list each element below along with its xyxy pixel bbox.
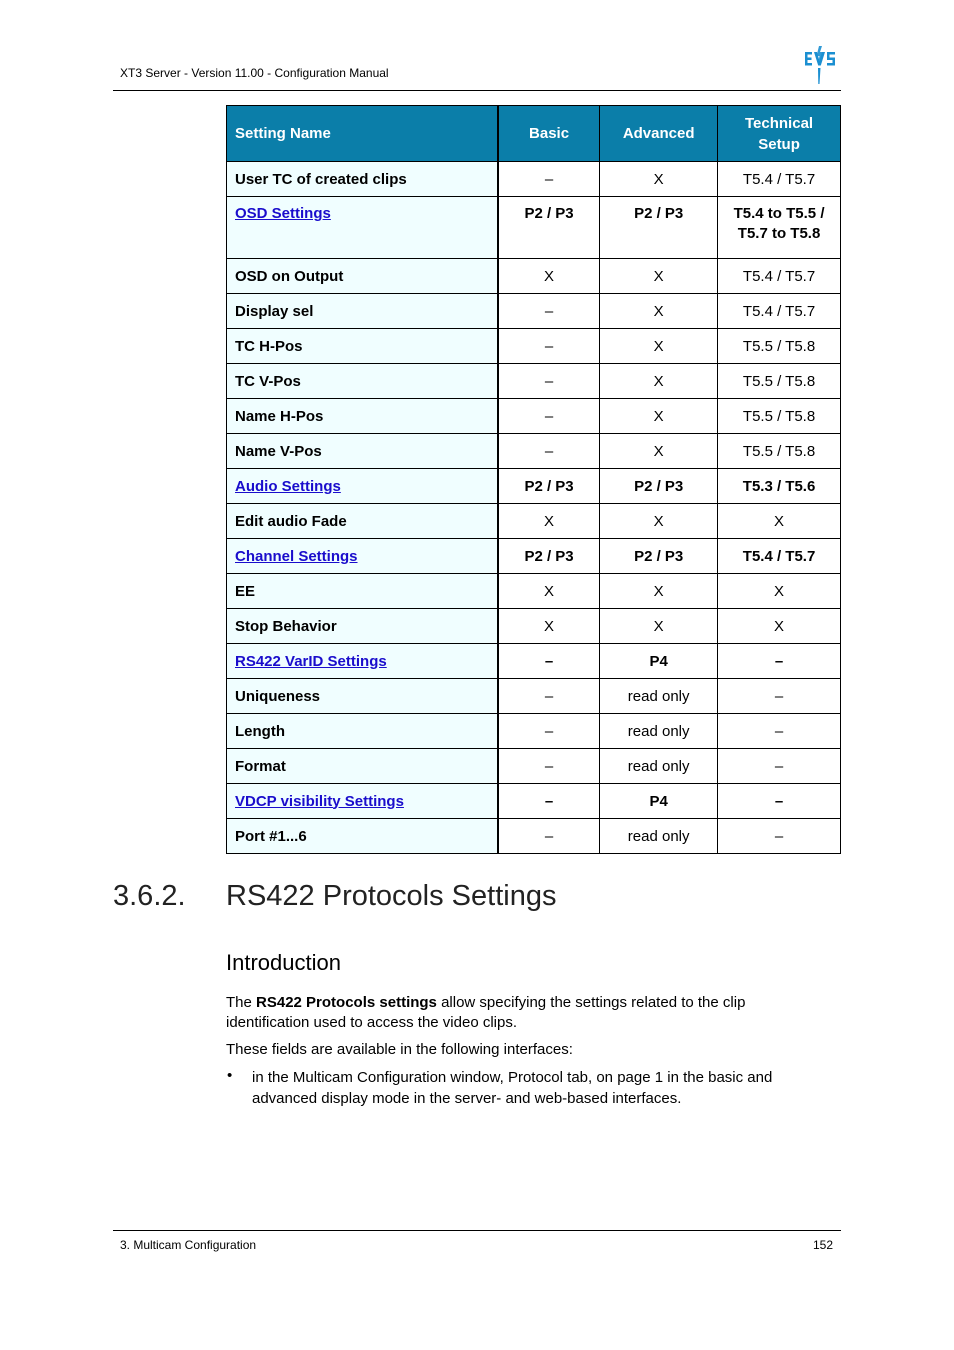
table-row — [227, 644, 841, 679]
setting-name-cell[interactable] — [227, 644, 498, 679]
document-title: XT3 Server - Version 11.00 - Configuration Manual — [120, 66, 389, 80]
setting-section-link[interactable]: RS422 VarID Settings — [235, 652, 387, 670]
advanced-cell: read only — [600, 819, 718, 854]
setting-name-cell — [227, 434, 498, 469]
setting-name-cell — [227, 714, 498, 749]
setting-name-cell — [227, 749, 498, 784]
setting-name-cell[interactable] — [227, 539, 498, 574]
introduction-heading: Introduction — [226, 950, 341, 975]
table-header-row — [227, 106, 841, 162]
setting-section-link[interactable]: OSD Settings — [235, 205, 331, 222]
technical-setup-cell: T5.4 to T5.5 / T5.7 to T5.8 — [718, 197, 841, 259]
setting-name-text: Length — [235, 722, 285, 740]
section-number: 3.6.2. — [113, 880, 186, 912]
advanced-cell: P2 / P3 — [600, 469, 718, 504]
table-row — [227, 162, 841, 197]
setting-name-cell — [227, 609, 498, 644]
technical-setup-cell: T5.4 / T5.7 — [718, 294, 841, 329]
technical-setup-cell: – — [718, 714, 841, 749]
basic-cell: – — [498, 819, 600, 854]
setting-section-link[interactable]: Audio Settings — [235, 477, 341, 495]
setting-name-text: Display sel — [235, 302, 314, 320]
technical-setup-cell: T5.5 / T5.8 — [718, 434, 841, 469]
advanced-cell: read only — [600, 714, 718, 749]
setting-name-cell — [227, 679, 498, 714]
basic-cell: P2 / P3 — [498, 197, 600, 259]
setting-name-text: EE — [235, 582, 256, 600]
basic-cell: – — [498, 162, 600, 197]
basic-cell: – — [498, 644, 600, 679]
basic-cell: – — [498, 399, 600, 434]
setting-name-cell — [227, 259, 498, 294]
table-row — [227, 609, 841, 644]
settings-table — [226, 105, 841, 854]
technical-setup-cell: X — [718, 609, 841, 644]
technical-setup-cell: – — [718, 784, 841, 819]
advanced-cell: P2 / P3 — [600, 539, 718, 574]
basic-cell: – — [498, 364, 600, 399]
table-row — [227, 784, 841, 819]
advanced-cell: X — [600, 574, 718, 609]
setting-name-text: Name H-Pos — [235, 407, 324, 425]
technical-setup-cell: T5.5 / T5.8 — [718, 364, 841, 399]
advanced-cell: read only — [600, 749, 718, 784]
setting-section-link[interactable]: Channel Settings — [235, 547, 358, 565]
basic-cell: X — [498, 609, 600, 644]
advanced-cell: P2 / P3 — [600, 197, 718, 259]
technical-setup-cell: T5.4 / T5.7 — [718, 162, 841, 197]
technical-setup-cell: – — [718, 679, 841, 714]
basic-cell: P2 / P3 — [498, 539, 600, 574]
setting-name-cell — [227, 819, 498, 854]
setting-name-cell[interactable] — [227, 197, 498, 259]
advanced-cell: X — [600, 434, 718, 469]
column-header-setting-name: Setting Name — [227, 106, 498, 162]
technical-setup-cell: – — [718, 749, 841, 784]
basic-cell: X — [498, 574, 600, 609]
table-row — [227, 539, 841, 574]
table-row — [227, 434, 841, 469]
column-header-technical-setup: Technical Setup — [718, 106, 841, 162]
advanced-cell: X — [600, 294, 718, 329]
setting-name-cell[interactable] — [227, 469, 498, 504]
table-row — [227, 819, 841, 854]
page-number: 152 — [812, 1238, 833, 1252]
interfaces-paragraph: These fields are available in the following interfaces: — [226, 1041, 573, 1058]
table-row — [227, 504, 841, 539]
advanced-cell: X — [600, 504, 718, 539]
table-row — [227, 469, 841, 504]
basic-cell: X — [498, 504, 600, 539]
footer-divider — [113, 1230, 841, 1231]
table-row — [227, 749, 841, 784]
setting-name-cell — [227, 364, 498, 399]
technical-setup-cell: T5.3 / T5.6 — [718, 469, 841, 504]
setting-name-text: TC V-Pos — [235, 372, 301, 390]
setting-name-cell — [227, 574, 498, 609]
setting-name-cell — [227, 399, 498, 434]
column-header-basic: Basic — [498, 106, 600, 162]
basic-cell: P2 / P3 — [498, 469, 600, 504]
setting-name-text: Edit audio Fade — [235, 512, 347, 530]
basic-cell: – — [498, 784, 600, 819]
advanced-cell: P4 — [600, 644, 718, 679]
setting-name-cell — [227, 162, 498, 197]
basic-cell: – — [498, 679, 600, 714]
intro-paragraph — [226, 993, 826, 1033]
setting-section-link[interactable]: VDCP visibility Settings — [235, 792, 404, 810]
technical-setup-cell: X — [718, 574, 841, 609]
evs-logo — [803, 44, 839, 86]
bullet-marker: • — [227, 1067, 233, 1084]
advanced-cell: read only — [600, 679, 718, 714]
table-row — [227, 574, 841, 609]
basic-cell: – — [498, 434, 600, 469]
intro-paragraph-suffix: allow specifying the settings related to the clip identification used to access the video clips. — [226, 994, 746, 1031]
advanced-cell: X — [600, 364, 718, 399]
header-divider — [113, 90, 841, 91]
technical-setup-cell: X — [718, 504, 841, 539]
technical-setup-cell: – — [718, 819, 841, 854]
advanced-cell: X — [600, 609, 718, 644]
setting-name-text: Stop Behavior — [235, 617, 337, 635]
table-row — [227, 714, 841, 749]
basic-cell: – — [498, 749, 600, 784]
advanced-cell: X — [600, 329, 718, 364]
technical-setup-cell: T5.4 / T5.7 — [718, 539, 841, 574]
advanced-cell: X — [600, 162, 718, 197]
setting-name-text: Format — [235, 757, 286, 775]
bullet-item: in the Multicam Configuration window, Protocol tab, on page 1 in the basic and advanced display mode in the server- and web-based interfaces. — [252, 1069, 773, 1107]
setting-name-cell — [227, 329, 498, 364]
setting-name-cell — [227, 504, 498, 539]
setting-name-text: Uniqueness — [235, 687, 321, 705]
advanced-cell: X — [600, 259, 718, 294]
setting-name-text: TC H-Pos — [235, 337, 303, 355]
advanced-cell: P4 — [600, 784, 718, 819]
basic-cell: X — [498, 259, 600, 294]
basic-cell: – — [498, 329, 600, 364]
basic-cell: – — [498, 714, 600, 749]
technical-setup-cell: T5.5 / T5.8 — [718, 399, 841, 434]
intro-paragraph-bold: RS422 Protocols settings — [256, 994, 437, 1011]
basic-cell: – — [498, 294, 600, 329]
table-row — [227, 364, 841, 399]
table-body — [227, 162, 841, 854]
table-row — [227, 259, 841, 294]
footer-chapter: 3. Multicam Configuration — [120, 1238, 257, 1252]
advanced-cell: X — [600, 399, 718, 434]
setting-name-text: OSD on Output — [235, 267, 344, 285]
technical-setup-cell: – — [718, 644, 841, 679]
technical-setup-cell: T5.4 / T5.7 — [718, 259, 841, 294]
table-row — [227, 197, 841, 259]
table-row — [227, 294, 841, 329]
table-row — [227, 399, 841, 434]
intro-paragraph-prefix: The — [226, 994, 257, 1011]
table-row — [227, 329, 841, 364]
table-row — [227, 679, 841, 714]
technical-setup-cell: T5.5 / T5.8 — [718, 329, 841, 364]
setting-name-cell — [227, 294, 498, 329]
setting-name-cell[interactable] — [227, 784, 498, 819]
section-title: RS422 Protocols Settings — [226, 880, 557, 912]
section-heading — [113, 880, 556, 913]
setting-name-text: Name V-Pos — [235, 442, 322, 460]
setting-name-text: Port #1...6 — [235, 827, 307, 845]
column-header-advanced: Advanced — [600, 106, 718, 162]
setting-name-text: User TC of created clips — [235, 170, 407, 188]
